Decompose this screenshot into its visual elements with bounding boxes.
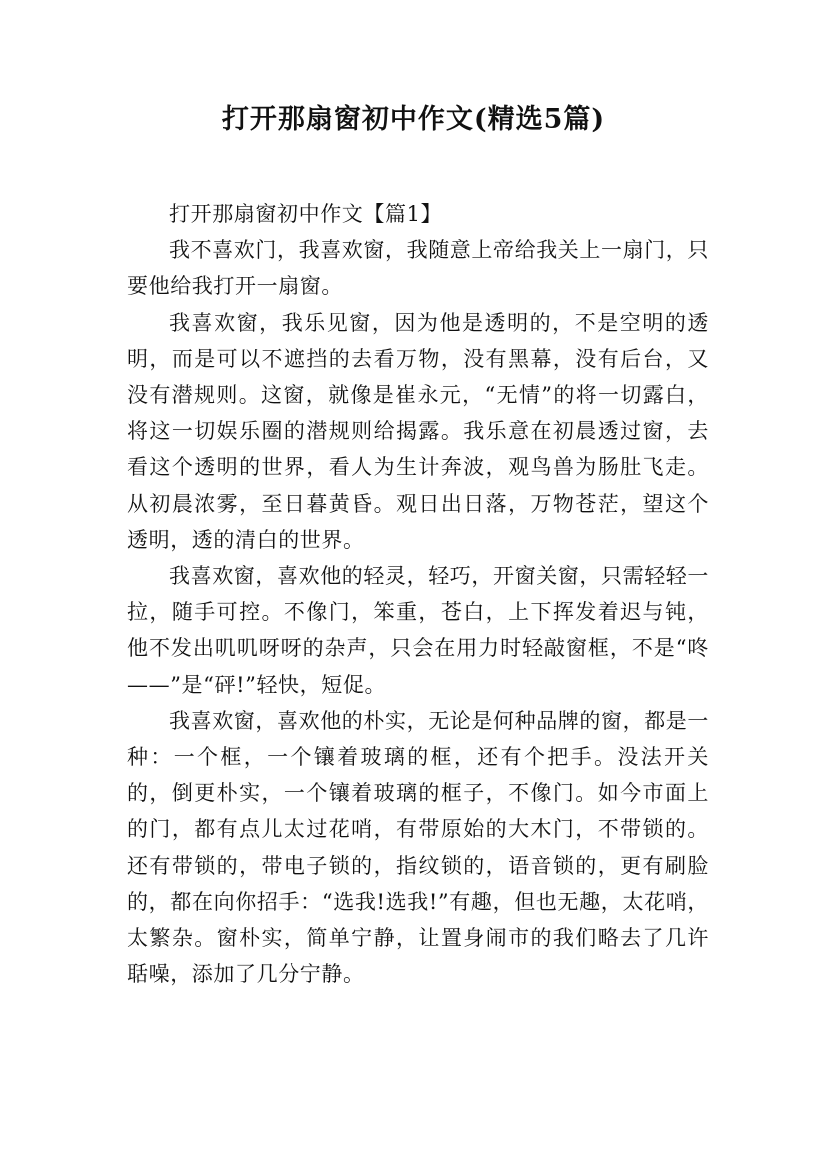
paragraph-4: 我喜欢窗，喜欢他的朴实，无论是何种品牌的窗，都是一种：一个框，一个镶着玻璃的框，还有个把手。没法开关的，倒更朴实，一个镶着玻璃的框子，不像门。如今市面上的门，都有点儿太过花哨，有带原始的大木门，不带锁的。还有带锁的，带电子锁的，指纹锁的，语音锁的，更有刷脸的，都在向你招手：“选我!选我!”有趣，但也无趣，太花哨，太繁杂。窗朴实，简单宁静，让置身闹市的我们略去了几许聒噪，添加了几分宁静。 <box>127 708 709 987</box>
document-title: 打开那扇窗初中作文(精选5篇) <box>221 104 606 135</box>
section-heading: 打开那扇窗初中作文【篇1】 <box>169 202 443 226</box>
paragraph-2: 我喜欢窗，我乐见窗，因为他是透明的，不是空明的透明，而是可以不遮挡的去看万物，没有黑幕，没有后台，又没有潜规则。这窗，就像是崔永元，“无情”的将一切露白，将这一切娱乐圈的潜规则给揭露。我乐意在初晨透过窗，去看这个透明的世界，看人为生计奔波，观鸟兽为肠肚飞走。从初晨浓雾，至日暮黄昏。观日出日落，万物苍茫，望这个透明，透的清白的世界。 <box>127 310 709 552</box>
paragraph-1: 我不喜欢门，我喜欢窗，我随意上帝给我关上一扇门，只要他给我打开一扇窗。 <box>127 238 709 299</box>
paragraph-3: 我喜欢窗，喜欢他的轻灵，轻巧，开窗关窗，只需轻轻一拉，随手可控。不像门，笨重，苍白，上下挥发着迟与钝，他不发出叽叽呀呀的杂声，只会在用力时轻敲窗框，不是“咚——”是“砰!”轻快，短促。 <box>127 564 709 697</box>
document-body <box>127 196 709 992</box>
